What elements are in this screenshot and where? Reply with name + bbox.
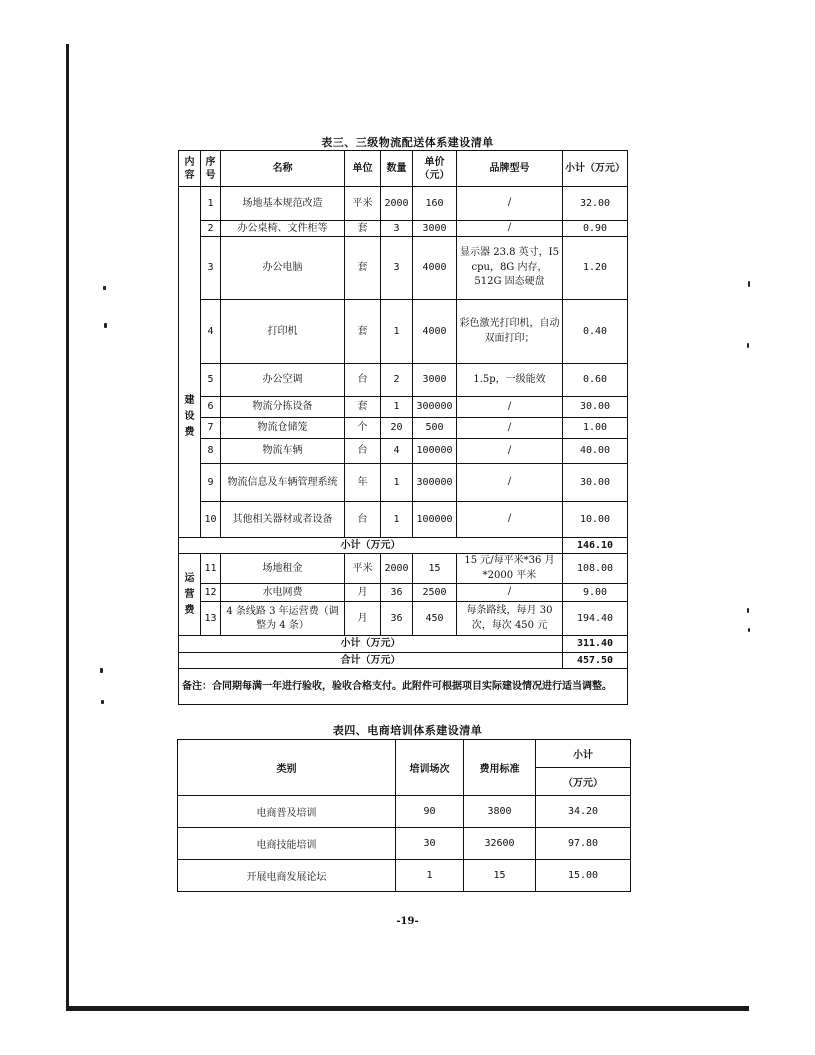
row-unit: 套 (345, 300, 381, 364)
row-subtotal: 0.40 (563, 300, 628, 364)
row-unit: 平米 (345, 187, 381, 221)
header-price: 单价（元） (413, 151, 457, 187)
row-name: 水电网费 (221, 584, 345, 602)
row-price: 3000 (413, 221, 457, 237)
row-subtotal: 194.40 (563, 602, 628, 636)
row-brand: 彩色激光打印机，自动双面打印； (457, 300, 563, 364)
table-row (179, 602, 628, 636)
row-price: 160 (413, 187, 457, 221)
row-subtotal: 97.80 (536, 828, 631, 860)
row-name: 办公电脑 (221, 237, 345, 300)
operation-subtotal-value: 311.40 (563, 636, 628, 653)
row-name: 物流信息及车辆管理系统 (221, 464, 345, 502)
row-subtotal: 1.00 (563, 418, 628, 439)
row-price: 450 (413, 602, 457, 636)
row-qty: 36 (381, 602, 413, 636)
row-name: 办公桌椅、文件柜等 (221, 221, 345, 237)
table-header-row (178, 740, 631, 768)
row-subtotal: 108.00 (563, 554, 628, 584)
row-price: 4000 (413, 300, 457, 364)
table-header-row (179, 151, 628, 187)
row-fee: 3800 (464, 796, 536, 828)
row-brand: 1.5p，一级能效 (457, 364, 563, 397)
row-unit: 个 (345, 418, 381, 439)
header-subtotal-unit: （万元） (536, 768, 631, 796)
row-unit: 月 (345, 602, 381, 636)
row-brand: / (457, 397, 563, 418)
row-brand: / (457, 439, 563, 464)
construction-subtotal-value: 146.10 (563, 538, 628, 554)
row-seq: 12 (201, 584, 221, 602)
row-subtotal: 1.20 (563, 237, 628, 300)
header-category: 类别 (178, 740, 396, 796)
row-brand: / (457, 418, 563, 439)
table-row (179, 418, 628, 439)
row-brand: / (457, 221, 563, 237)
row-seq: 13 (201, 602, 221, 636)
row-unit: 台 (345, 502, 381, 538)
row-price: 2500 (413, 584, 457, 602)
construction-subtotal-row (179, 538, 628, 554)
row-sessions: 90 (396, 796, 464, 828)
row-qty: 1 (381, 502, 413, 538)
row-subtotal: 32.00 (563, 187, 628, 221)
header-brand: 品牌型号 (457, 151, 563, 187)
row-category: 电商普及培训 (178, 796, 396, 828)
row-fee: 15 (464, 860, 536, 892)
row-qty: 1 (381, 397, 413, 418)
row-unit: 月 (345, 584, 381, 602)
row-seq: 3 (201, 237, 221, 300)
scan-speck (748, 628, 750, 632)
row-seq: 8 (201, 439, 221, 464)
table-row (179, 364, 628, 397)
table-row (179, 221, 628, 237)
row-qty: 36 (381, 584, 413, 602)
row-name: 场地基本规范改造 (221, 187, 345, 221)
row-qty: 2000 (381, 187, 413, 221)
table-row (179, 502, 628, 538)
row-subtotal: 40.00 (563, 439, 628, 464)
page-number: -19- (396, 916, 419, 927)
scan-speck (747, 608, 749, 613)
operation-subtotal-row (179, 636, 628, 653)
ecommerce-training-table (177, 739, 631, 892)
row-brand: / (457, 584, 563, 602)
row-name: 4 条线路 3 年运营费（调整为 4 条） (221, 602, 345, 636)
row-seq: 4 (201, 300, 221, 364)
row-unit: 套 (345, 237, 381, 300)
row-subtotal: 30.00 (563, 464, 628, 502)
row-unit: 套 (345, 221, 381, 237)
row-seq: 5 (201, 364, 221, 397)
row-brand: / (457, 502, 563, 538)
logistics-construction-table (178, 150, 628, 705)
row-seq: 1 (201, 187, 221, 221)
row-name: 物流分拣设备 (221, 397, 345, 418)
table-row (179, 439, 628, 464)
row-brand: / (457, 187, 563, 221)
scan-speck (104, 323, 107, 328)
table-row (178, 828, 631, 860)
table-row (179, 397, 628, 418)
row-brand: 显示器 23.8 英寸，I5 cpu，8G 内存，512G 固态硬盘 (457, 237, 563, 300)
row-qty: 20 (381, 418, 413, 439)
row-price: 300000 (413, 397, 457, 418)
category-operation: 运营费 (179, 554, 201, 636)
row-name: 其他相关器材或者设备 (221, 502, 345, 538)
table-row (178, 860, 631, 892)
row-unit: 平米 (345, 554, 381, 584)
construction-subtotal-label: 小计（万元） (179, 538, 563, 554)
table-row (179, 584, 628, 602)
header-subtotal: 小计（万元） (563, 151, 628, 187)
row-brand: / (457, 464, 563, 502)
category-construction: 建设费 (179, 187, 201, 538)
row-name: 物流仓储笼 (221, 418, 345, 439)
row-seq: 9 (201, 464, 221, 502)
row-subtotal: 9.00 (563, 584, 628, 602)
row-seq: 2 (201, 221, 221, 237)
row-brand: 15 元/每平米*36 月*2000 平米 (457, 554, 563, 584)
operation-subtotal-label: 小计（万元） (179, 636, 563, 653)
scan-speck (101, 700, 104, 704)
row-unit: 台 (345, 439, 381, 464)
row-qty: 2 (381, 364, 413, 397)
row-subtotal: 30.00 (563, 397, 628, 418)
row-qty: 3 (381, 237, 413, 300)
table-row (179, 554, 628, 584)
row-subtotal: 0.90 (563, 221, 628, 237)
scan-speck (748, 281, 750, 287)
table4-caption: 表四、电商培训体系建设清单 (332, 724, 483, 737)
row-qty: 1 (381, 464, 413, 502)
row-unit: 套 (345, 397, 381, 418)
row-fee: 32600 (464, 828, 536, 860)
scan-edge-left (66, 44, 69, 1009)
row-qty: 4 (381, 439, 413, 464)
row-seq: 7 (201, 418, 221, 439)
row-category: 电商技能培训 (178, 828, 396, 860)
row-sessions: 30 (396, 828, 464, 860)
row-price: 15 (413, 554, 457, 584)
total-row (179, 653, 628, 669)
row-seq: 11 (201, 554, 221, 584)
table-row (178, 796, 631, 828)
row-brand: 每条路线，每月 30 次，每次 450 元 (457, 602, 563, 636)
table3-caption: 表三、三级物流配送体系建设清单 (321, 136, 494, 149)
row-unit: 年 (345, 464, 381, 502)
scan-speck (747, 343, 749, 348)
scan-edge-bottom (66, 1006, 749, 1011)
header-subtotal: 小计 (536, 740, 631, 768)
header-seq: 序号 (201, 151, 221, 187)
table-row (179, 237, 628, 300)
table-row (179, 187, 628, 221)
row-seq: 6 (201, 397, 221, 418)
header-category: 内容 (179, 151, 201, 187)
row-name: 场地租金 (221, 554, 345, 584)
row-sessions: 1 (396, 860, 464, 892)
row-seq: 10 (201, 502, 221, 538)
header-unit: 单位 (345, 151, 381, 187)
header-fee: 费用标准 (464, 740, 536, 796)
row-price: 3000 (413, 364, 457, 397)
header-qty: 数量 (381, 151, 413, 187)
row-subtotal: 0.60 (563, 364, 628, 397)
header-name: 名称 (221, 151, 345, 187)
scan-speck (100, 668, 103, 673)
table-row (179, 464, 628, 502)
row-subtotal: 34.20 (536, 796, 631, 828)
row-subtotal: 15.00 (536, 860, 631, 892)
scan-speck (103, 286, 106, 290)
row-price: 300000 (413, 464, 457, 502)
row-name: 办公空调 (221, 364, 345, 397)
row-name: 物流车辆 (221, 439, 345, 464)
row-qty: 1 (381, 300, 413, 364)
row-name: 打印机 (221, 300, 345, 364)
row-price: 100000 (413, 439, 457, 464)
table-row (179, 300, 628, 364)
row-unit: 台 (345, 364, 381, 397)
row-category: 开展电商发展论坛 (178, 860, 396, 892)
row-qty: 2000 (381, 554, 413, 584)
row-qty: 3 (381, 221, 413, 237)
table-note: 备注：合同期每满一年进行验收，验收合格支付。此附件可根据项目实际建设情况进行适当调整。 (179, 669, 628, 705)
total-value: 457.50 (563, 653, 628, 669)
row-price: 4000 (413, 237, 457, 300)
row-subtotal: 10.00 (563, 502, 628, 538)
note-row (179, 669, 628, 705)
total-label: 合计（万元） (179, 653, 563, 669)
row-price: 100000 (413, 502, 457, 538)
row-price: 500 (413, 418, 457, 439)
header-sessions: 培训场次 (396, 740, 464, 796)
